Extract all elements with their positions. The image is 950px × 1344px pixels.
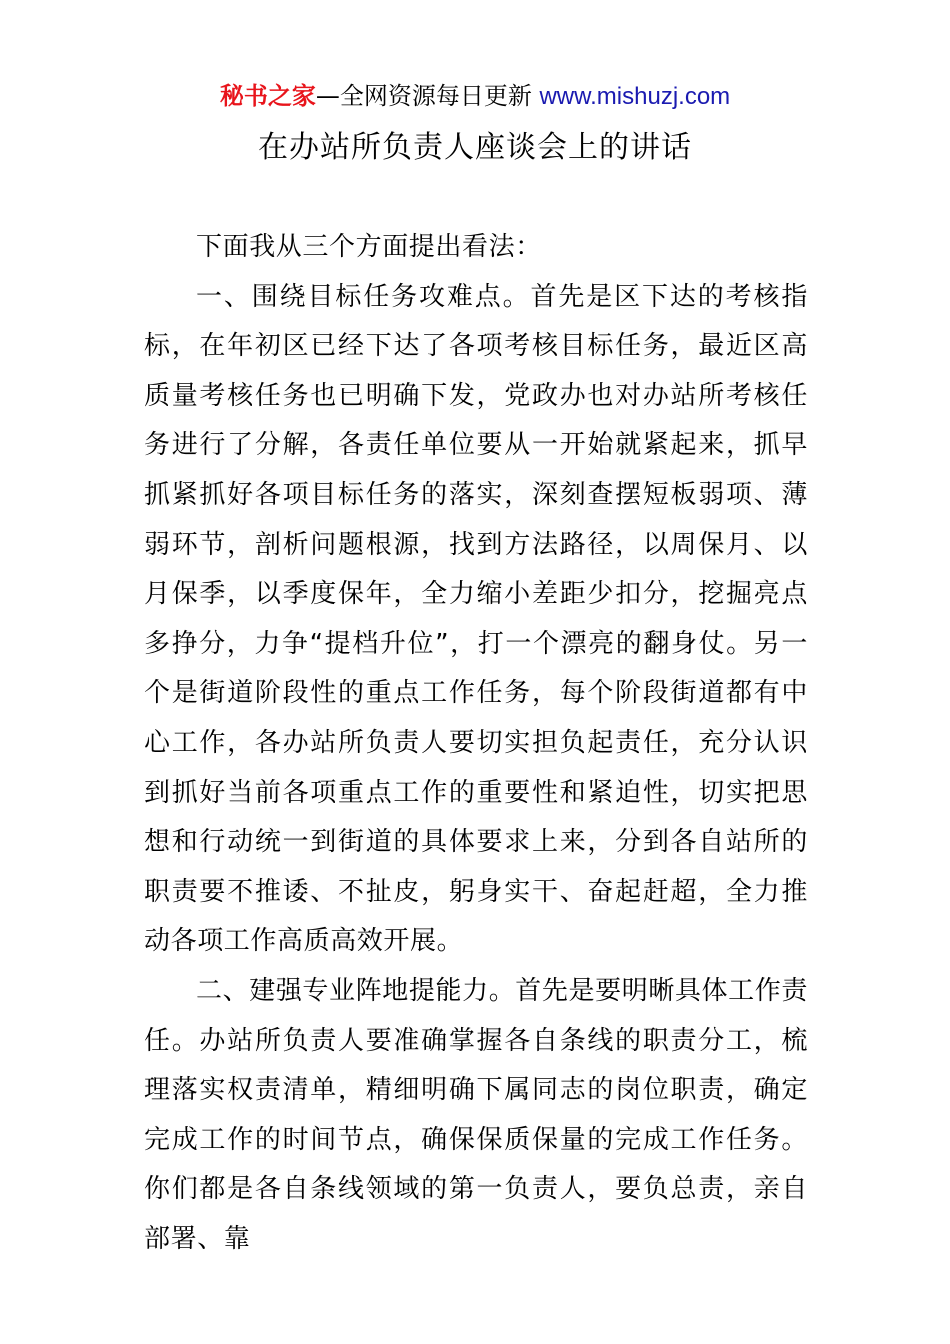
paragraph-section-2: 二、建强专业阵地提能力。首先是要明晰具体工作责任。办站所负责人要准确掌握各自条线的职责分工，梳理落实权责清单，精细明确下属同志的岗位职责，确定完成工作的时间节点，确保保质保量的完成工作任务。你们都是各自条线领域的第一负责人，要负总责，亲自部署、靠 bbox=[144, 975, 808, 1254]
brand-name: 秘书之家 bbox=[219, 82, 316, 110]
banner-tagline: —全网资源每日更新 bbox=[315, 82, 540, 110]
paragraph-section-1: 一、围绕目标任务攻难点。首先是区下达的考核指标，在年初区已经下达了各项考核目标任务，最近区高质量考核任务也已明确下发，党政办也对办站所考核任务进行了分解，各责任单位要从一开始就紧起来，抓早抓紧抓好各项目标任务的落实，深刻查摆短板弱项、薄弱环节，剖析问题根源，找到方法路径，以周保月、以月保季，以季度保年，全力缩小差距少扣分，挖掘亮点多挣分，力争“提档升位”，打一个漂亮的翻身仗。另一个是街道阶段性的重点工作任务，每个阶段街道都有中心工作，各办站所负责人要切实担负起责任，充分认识到抓好当前各项重点工作的重要性和紧迫性，切实把思想和行动统一到街道的具体要求上来，分到各自站所的职责要不推诿、不扯皮，躬身实干、奋起赶超，全力推动各项工作高质高效开展。 bbox=[144, 281, 808, 957]
document-body bbox=[144, 223, 808, 1264]
document-title: 在办站所负责人座谈会上的讲话 bbox=[258, 130, 692, 165]
paragraph-intro: 下面我从三个方面提出看法： bbox=[196, 232, 542, 262]
site-banner bbox=[0, 78, 950, 115]
site-url-link[interactable]: www.mishuzj.com bbox=[539, 83, 731, 110]
